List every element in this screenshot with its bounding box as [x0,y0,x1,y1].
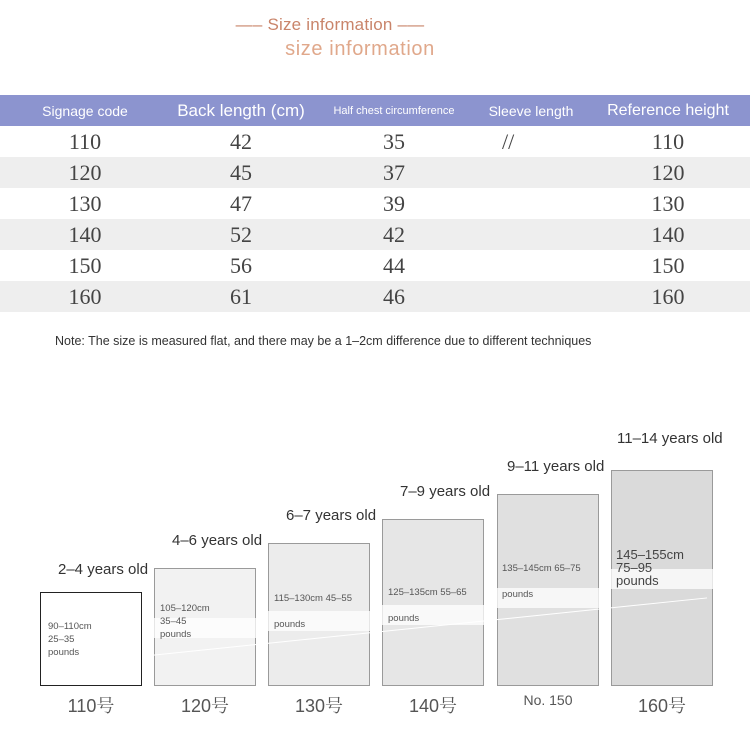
size-code-label: 140号 [408,696,458,716]
cell-back-length: 52 [230,221,252,247]
table-row [0,219,750,250]
size-table [0,95,750,312]
cell-reference-height: 150 [651,252,685,278]
section-subtitle: size information [285,38,435,60]
cell-back-length: 45 [230,159,252,185]
cell-signage-code: 160 [68,283,102,309]
age-label: 11–14 years old [617,430,723,447]
cell-back-length: 61 [230,283,252,309]
cell-reference-height: 140 [651,221,685,247]
size-code-label: 130号 [294,696,344,716]
cell-half-chest: 44 [383,252,405,278]
age-label: 6–7 years old [286,507,377,525]
measurement-note: Note: The size is measured flat, and there may be a 1–2cm difference due to different techniques [55,334,592,348]
cell-half-chest: 37 [383,159,405,185]
cell-signage-code: 120 [68,159,102,185]
column-header-half-chest: Half chest circumference [333,104,455,117]
cell-back-length: 42 [230,128,252,154]
cell-reference-height: 160 [651,283,685,309]
table-row [0,157,750,188]
table-row [0,188,750,219]
height-weight-label: 90–110cm 25–35 pounds [48,621,92,658]
height-weight-label: 145–155cm 75–95 pounds [616,547,684,588]
cell-half-chest: 35 [383,128,405,154]
age-label: 7–9 years old [400,482,491,500]
age-label: 4–6 years old [172,531,263,549]
height-weight-label: 115–130cm 45–55 pounds [274,593,352,630]
cell-reference-height: 120 [651,159,685,185]
column-header-back-length: Back length (cm) [177,100,305,120]
cell-half-chest: 39 [383,190,405,216]
cell-signage-code: 130 [68,190,102,216]
cell-signage-code: 150 [68,252,102,278]
height-weight-label: 135–145cm 65–75 pounds [502,563,581,600]
column-header-reference-height: Reference height [607,101,729,119]
size-code-label: 110号 [67,696,115,716]
age-label: 9–11 years old [507,458,605,476]
column-header-signage-code: Signage code [42,102,128,119]
size-code-label: 120号 [180,696,230,716]
cell-sleeve-length: // [502,128,515,154]
cell-signage-code: 140 [68,221,102,247]
cell-half-chest: 42 [383,221,405,247]
cell-signage-code: 110 [68,128,102,154]
section-title: —– Size information –— [235,15,425,34]
cell-reference-height: 110 [651,128,685,154]
table-row [0,126,750,157]
cell-half-chest: 46 [383,283,405,309]
cell-reference-height: 130 [651,190,685,216]
cell-back-length: 56 [230,252,252,278]
cell-back-length: 47 [230,190,252,216]
height-weight-label: 125–135cm 55–65 pounds [388,587,467,624]
height-weight-label: 105–120cm 35–45 pounds [160,603,210,640]
table-row [0,250,750,281]
age-label: 2–4 years old [58,561,149,578]
column-header-sleeve-length: Sleeve length [488,102,574,119]
size-code-label: 160号 [637,696,687,716]
size-info-header [0,0,750,95]
size-code-label: No. 150 [523,692,573,708]
table-header [0,95,750,126]
table-row [0,281,750,312]
